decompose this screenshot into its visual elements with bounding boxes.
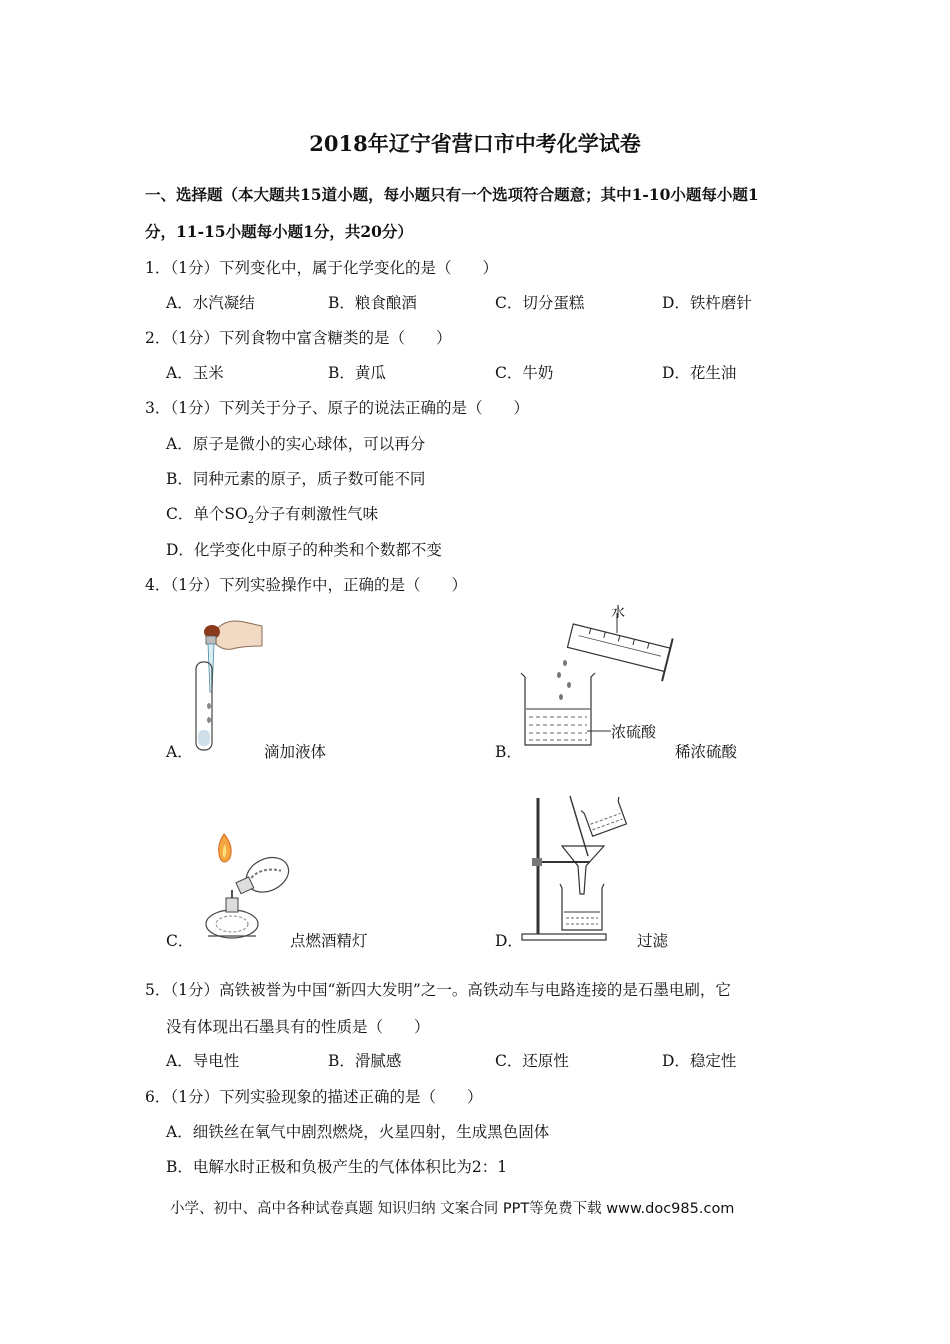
- water-label: 水: [611, 605, 625, 621]
- q4-option-d: D．: [495, 932, 523, 950]
- q3-option-c-main: C．单个SO: [166, 505, 248, 523]
- alcohol-lamp-figure: [194, 832, 294, 944]
- dilution-figure: [515, 605, 675, 755]
- q4-option-c: C．: [166, 932, 194, 950]
- q4-caption-b: 稀浓硫酸: [675, 743, 738, 761]
- question-6-stem: 6．（1分）下列实验现象的描述正确的是（ ）: [145, 1088, 483, 1106]
- q4-caption-c: 点燃酒精灯: [290, 932, 368, 950]
- q4-option-a: A．: [166, 743, 193, 761]
- question-2-stem: 2．（1分）下列食物中富含糖类的是（ ）: [145, 329, 452, 347]
- filtration-figure: [518, 790, 636, 944]
- q5-option-d: D．稳定性: [662, 1052, 737, 1070]
- section-heading-line2: 分，11-15小题每小题1分，共20分）: [145, 222, 413, 241]
- question-5-stem-line2: 没有体现出石墨具有的性质是（ ）: [166, 1018, 430, 1036]
- q2-option-d: D．花生油: [662, 364, 737, 382]
- q2-option-c: C．牛奶: [495, 364, 554, 382]
- q1-option-b: B．粮食酿酒: [328, 294, 417, 312]
- q3-option-b: B．同种元素的原子，质子数可能不同: [166, 470, 426, 488]
- q1-option-a: A．水汽凝结: [166, 294, 255, 312]
- q5-option-a: A．导电性: [166, 1052, 240, 1070]
- q2-option-b: B．黄瓜: [328, 364, 386, 382]
- q2-option-a: A．玉米: [166, 364, 224, 382]
- section-heading-line1: 一、选择题（本大题共15道小题，每小题只有一个选项符合题意；其中1-10小题每小题1: [145, 185, 759, 204]
- dropper-figure: [186, 612, 266, 754]
- q5-option-c: C．还原性: [495, 1052, 569, 1070]
- q1-option-d: D．铁杵磨针: [662, 294, 752, 312]
- q3-option-c: [166, 502, 378, 526]
- q6-option-a: A．细铁丝在氧气中剧烈燃烧，火星四射，生成黑色固体: [166, 1123, 550, 1141]
- question-3-stem: 3．（1分）下列关于分子、原子的说法正确的是（ ）: [145, 399, 529, 417]
- q3-option-a: A．原子是微小的实心球体，可以再分: [166, 435, 426, 453]
- q4-caption-d: 过滤: [637, 932, 669, 950]
- q3-option-d: D．化学变化中原子的种类和个数都不变: [166, 541, 442, 559]
- q5-option-b: B．滑腻感: [328, 1052, 402, 1070]
- q3-option-c-rest: 分子有刺激性气味: [254, 505, 379, 523]
- footer-banner: 小学、初中、高中各种试卷真题 知识归纳 文案合同 PPT等免费下载 www.doc985.com: [170, 1201, 735, 1217]
- question-4-stem: 4．（1分）下列实验操作中，正确的是（ ）: [145, 576, 467, 594]
- q4-option-b: B．: [495, 743, 522, 761]
- q4-caption-a: 滴加液体: [264, 743, 327, 761]
- page-title: 2018年辽宁省营口市中考化学试卷: [309, 131, 641, 156]
- question-5-stem-line1: 5．（1分）高铁被誉为中国“新四大发明”之一。高铁动车与电路连接的是石墨电刷，它: [145, 981, 731, 999]
- acid-label: 浓硫酸: [611, 723, 657, 741]
- q6-option-b: B．电解水时正极和负极产生的气体体积比为2：1: [166, 1158, 508, 1176]
- q1-option-c: C．切分蛋糕: [495, 294, 585, 312]
- q3-option-c-subscript: 2: [247, 515, 255, 527]
- question-1-stem: 1．（1分）下列变化中，属于化学变化的是（ ）: [145, 259, 498, 277]
